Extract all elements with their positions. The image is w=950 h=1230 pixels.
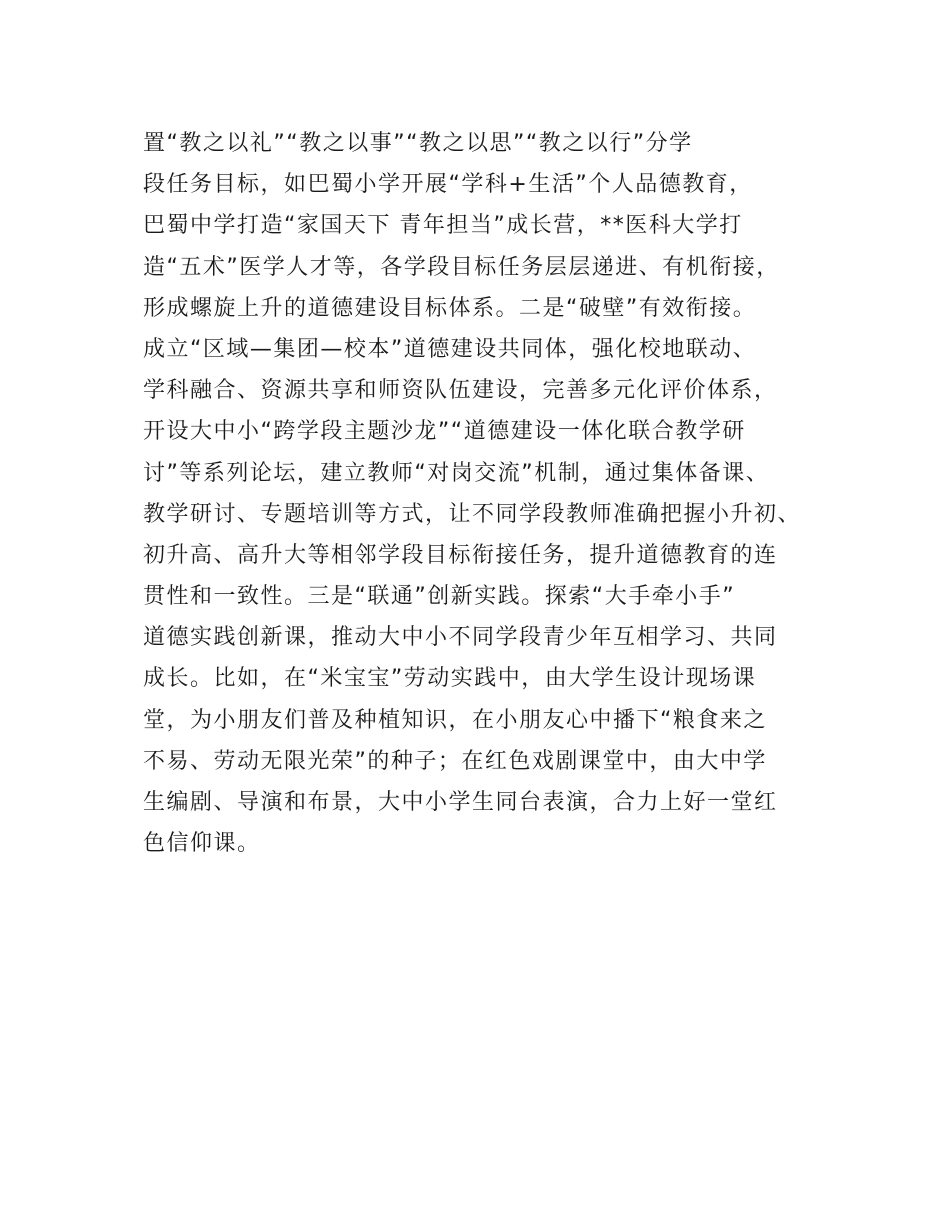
text-line: 置“教之以礼”“教之以事”“教之以思”“教之以行”分学 — [143, 131, 693, 156]
text-line: 堂，为小朋友们普及种植知识，在小朋友心中播下“粮食来之 — [143, 707, 767, 733]
text-line: 道德实践创新课，推动大中小不同学段青少年互相学习、共同 — [143, 625, 778, 651]
text-line: 生编剧、导演和布景，大中小学生同台表演，合力上好一堂红 — [143, 790, 778, 815]
text-line: 色信仰课。 — [143, 831, 261, 857]
text-line: 学科融合、资源共享和师资队伍建设，完善多元化评价体系， — [143, 378, 778, 404]
body-paragraph — [143, 123, 843, 864]
text-line: 不易、劳动无限光荣”的种子；在红色戏剧课堂中，由大中学 — [143, 748, 767, 774]
text-line: 成立“区域—集团—校本”道德建设共同体，强化校地联动、 — [143, 336, 757, 362]
text-line: 讨”等系列论坛，建立教师“对岗交流”机制，通过集体备课、 — [143, 460, 770, 486]
text-line: 成长。比如，在“米宝宝”劳动实践中，由大学生设计现场课 — [143, 666, 757, 692]
text-line: 造“五术”医学人才等，各学段目标任务层层递进、有机衔接， — [143, 254, 780, 280]
text-line: 教学研讨、专题培训等方式，让不同学段教师准确把握小升初、 — [143, 501, 802, 527]
text-line: 段任务目标，如巴蜀小学开展“学科+生活”个人品德教育， — [143, 172, 753, 198]
text-line: 贯性和一致性。三是“联通”创新实践。探索“大手牵小手” — [143, 584, 736, 610]
text-line: 形成螺旋上升的道德建设目标体系。二是“破壁”有效衔接。 — [143, 295, 757, 321]
text-line: 巴蜀中学打造“家国天下 青年担当”成长营，**医科大学打 — [143, 213, 743, 239]
text-line: 初升高、高升大等相邻学段目标衔接任务，提升道德教育的连 — [143, 542, 778, 568]
text-line: 开设大中小“跨学段主题沙龙”“道德建设一体化联合教学研 — [143, 419, 746, 445]
